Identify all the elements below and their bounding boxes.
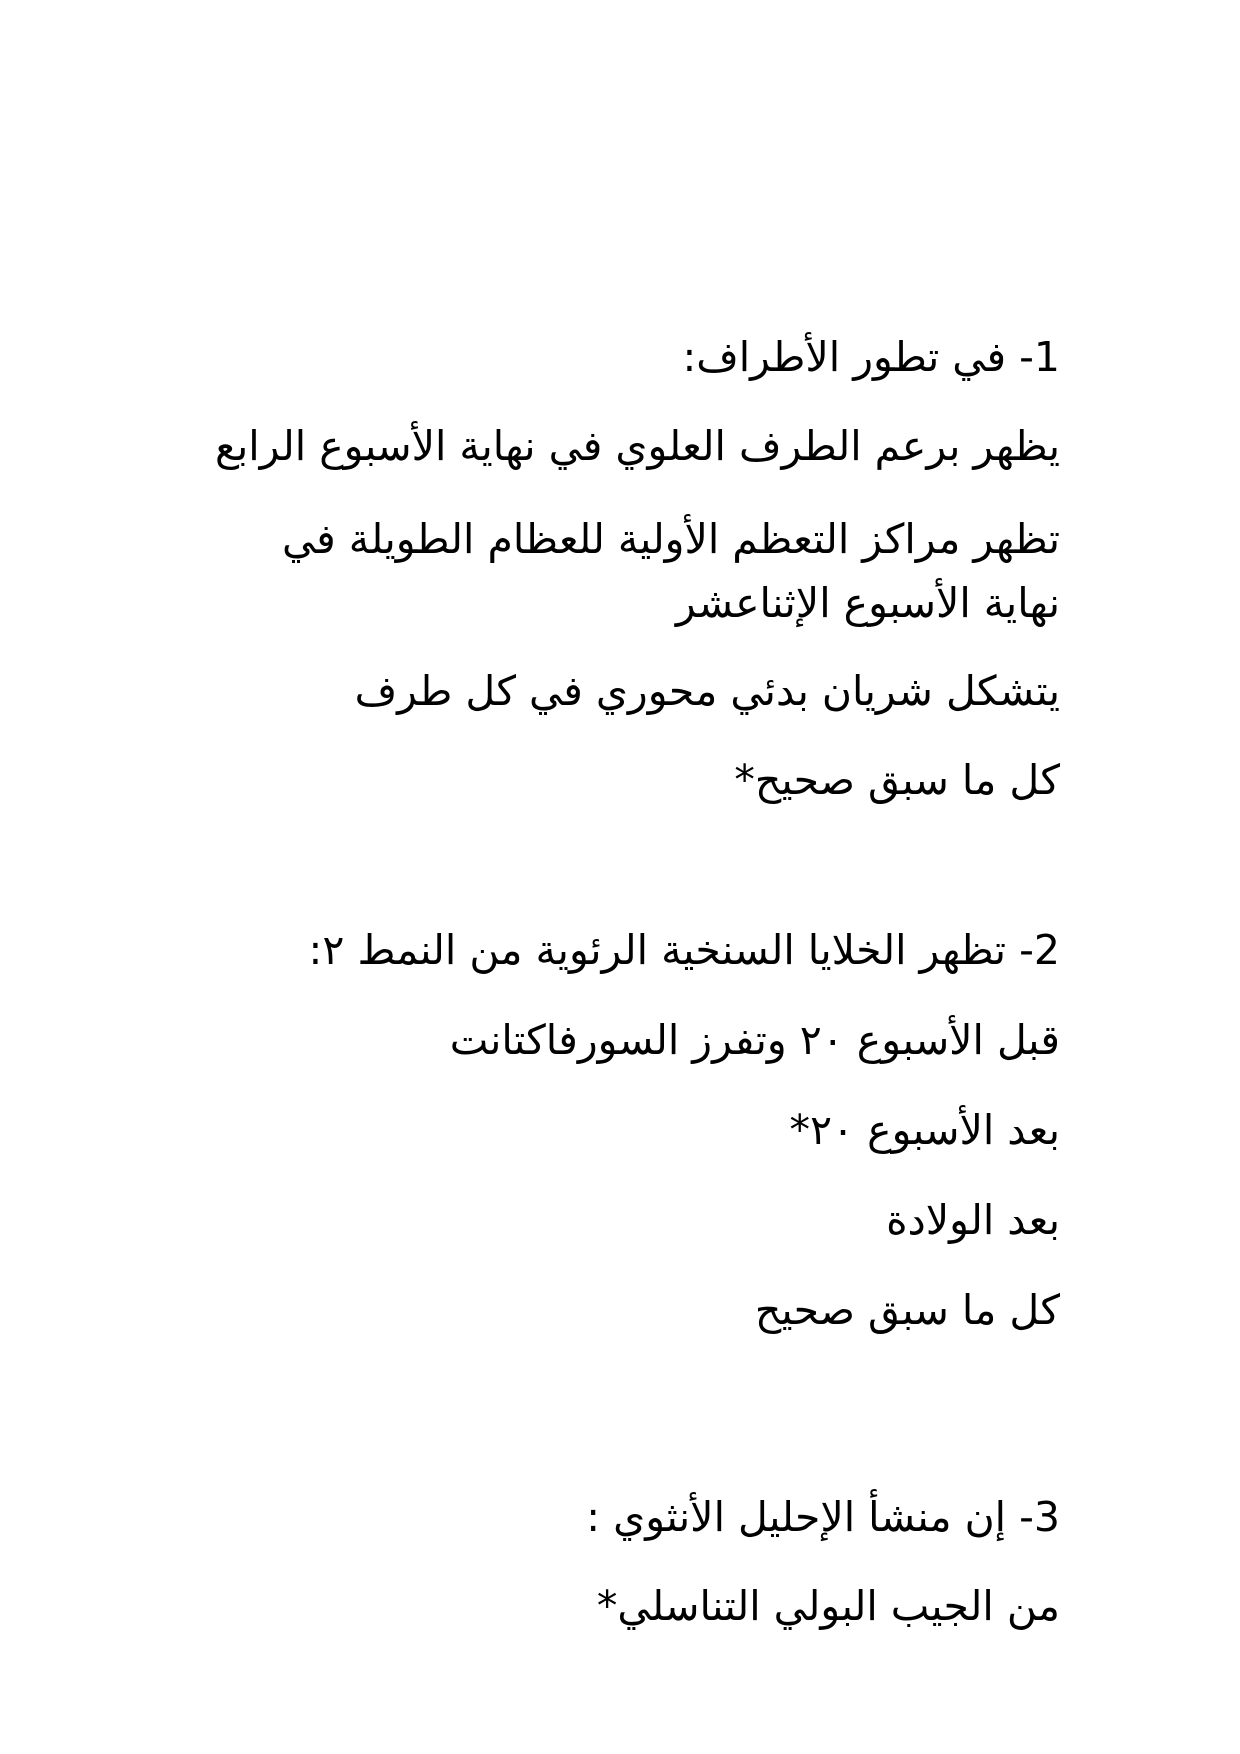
question-1 bbox=[200, 333, 1060, 804]
answer-option: قبل الأسبوع ٢٠ وتفرز السورفاكتانت bbox=[449, 1016, 1060, 1064]
answer-option: كل ما سبق صحيح* bbox=[734, 756, 1060, 804]
question-title: 3- إن منشأ الإحليل الأنثوي : bbox=[586, 1493, 1060, 1541]
question-title: 2- تظهر الخلايا السنخية الرئوية من النمط ٢: bbox=[308, 926, 1060, 974]
answer-option: يتشكل شريان بدئي محوري في كل طرف bbox=[354, 667, 1060, 715]
answer-option: من الجيب البولي التناسلي* bbox=[596, 1582, 1060, 1630]
answer-option: تظهر مراكز التعظم الأولية للعظام الطويلة في نهاية الأسبوع الإثناعشر bbox=[281, 515, 1060, 627]
answer-option: بعد الولادة bbox=[886, 1196, 1060, 1244]
answer-option: بعد الأسبوع ٢٠* bbox=[789, 1106, 1060, 1154]
question-title: 1- في تطور الأطراف: bbox=[682, 333, 1060, 381]
question-2 bbox=[200, 926, 1060, 1334]
answer-option: يظهر برعم الطرف العلوي في نهاية الأسبوع الرابع bbox=[215, 422, 1060, 470]
question-3 bbox=[200, 1493, 1060, 1630]
answer-option: كل ما سبق صحيح bbox=[754, 1286, 1060, 1334]
